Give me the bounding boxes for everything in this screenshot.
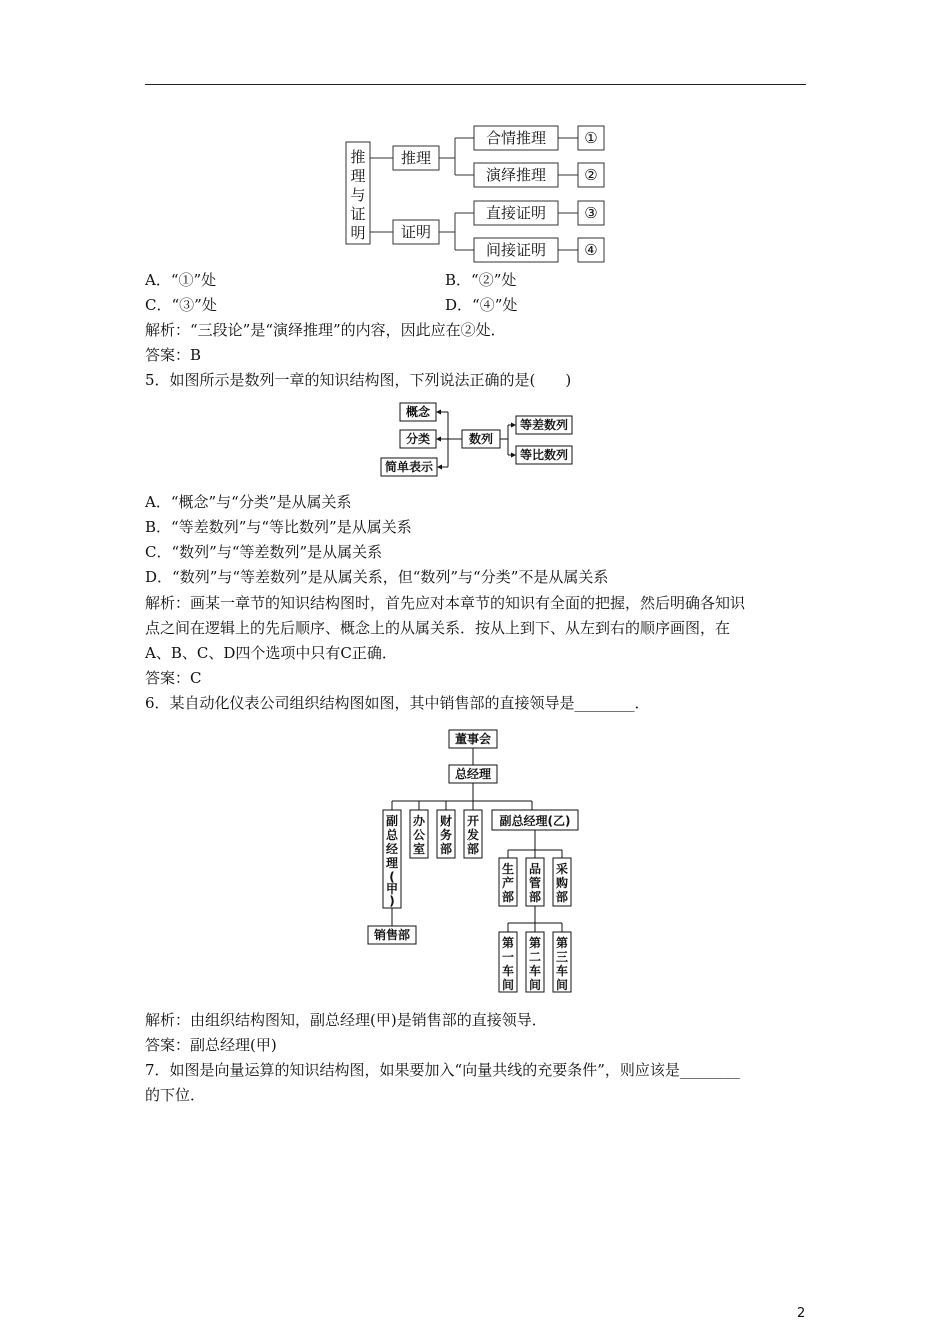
root-char: 证 <box>350 205 366 223</box>
q5-option-b: B．“等差数列”与“等比数列”是从属关系 <box>145 518 412 536</box>
root-char: 明 <box>350 224 366 242</box>
q4-option-b: B．“②”处 <box>445 271 517 289</box>
finance-char: 务 <box>439 828 453 842</box>
q6-analysis: 解析：由组织结构图知，副总经理(甲)是销售部的直接领导． <box>145 1011 547 1029</box>
dev-char: 开 <box>466 814 480 828</box>
purchase-char: 采 <box>555 862 569 876</box>
purchase-char: 部 <box>555 890 569 904</box>
ws2-char: 二 <box>528 950 542 964</box>
root-char: 与 <box>350 186 366 204</box>
vp-a-char: 甲 <box>385 882 399 896</box>
q5-option-c: C．“数列”与“等差数列”是从属关系 <box>145 543 383 561</box>
q7-stem-line2: 的下位． <box>145 1086 206 1104</box>
node-vice-manager-b: 副总经理(乙) <box>499 814 571 828</box>
q4-analysis: 解析：“三段论”是“演绎推理”的内容，因此应在②处． <box>145 321 506 339</box>
q5-analysis-line1: 解析：画某一章节的知识结构图时，首先应对本章节的知识有全面的把握，然后明确各知识 <box>145 594 746 612</box>
finance-char: 财 <box>439 814 453 828</box>
purchase-char: 购 <box>555 876 569 890</box>
q5-analysis-line3: A、B、C、D四个选项中只有C正确． <box>145 644 397 662</box>
marker-4: ④ <box>584 241 598 259</box>
ws1-char: 第 <box>501 936 515 950</box>
ws3-char: 第 <box>555 936 569 950</box>
q4-option-a: A．“①”处 <box>145 271 217 289</box>
node-simple-representation: 简单表示 <box>384 460 434 474</box>
sequence-diagram <box>378 400 578 480</box>
ws1-char: 车 <box>501 964 515 978</box>
page-number: 2 <box>797 1306 806 1321</box>
production-char: 生 <box>501 862 515 876</box>
dev-char: 部 <box>466 842 480 856</box>
q6-answer: 答案：副总经理(甲) <box>145 1036 277 1054</box>
ws1-char: 一 <box>501 950 515 964</box>
marker-2: ② <box>584 166 598 184</box>
office-char: 办 <box>412 814 426 828</box>
dev-char: 发 <box>466 828 480 842</box>
office-char: 室 <box>412 842 426 856</box>
leaf-indirect-proof: 间接证明 <box>485 241 547 259</box>
production-char: 产 <box>501 876 515 890</box>
header-rule <box>145 84 806 85</box>
org-chart <box>365 726 587 994</box>
node-general-manager: 总经理 <box>454 767 492 781</box>
marker-3: ③ <box>584 204 598 222</box>
q5-option-a: A．“概念”与“分类”是从属关系 <box>145 493 352 511</box>
q5-analysis-line2: 点之间在逻辑上的先后顺序、概念上的从属关系．按从上到下、从左到右的顺序画图，在 <box>145 619 731 637</box>
ws3-char: 间 <box>555 978 569 992</box>
q7-stem-line1: 7．如图是向量运算的知识结构图，如果要加入“向量共线的充要条件”，则应该是________ <box>145 1061 740 1079</box>
q4-option-d: D．“④”处 <box>445 296 518 314</box>
vp-a-char: 经 <box>385 842 399 856</box>
office-char: 公 <box>412 828 426 842</box>
q4-option-c: C．“③”处 <box>145 296 217 314</box>
node-classification: 分类 <box>405 432 431 446</box>
node-geometric-sequence: 等比数列 <box>519 448 569 462</box>
node-board: 董事会 <box>454 732 492 746</box>
q6-stem: 6．某自动化仪表公司组织结构图如图，其中销售部的直接领导是________． <box>145 694 650 712</box>
vp-a-char: ) <box>389 894 395 908</box>
q5-stem: 5．如图所示是数列一章的知识结构图，下列说法正确的是( ) <box>145 371 572 389</box>
leaf-direct-proof: 直接证明 <box>485 204 547 222</box>
q5-answer: 答案：C <box>145 669 202 687</box>
quality-char: 管 <box>528 876 542 890</box>
q5-option-d: D．“数列”与“等差数列”是从属关系，但“数列”与“分类”不是从属关系 <box>145 568 609 586</box>
ws1-char: 间 <box>501 978 515 992</box>
node-sales: 销售部 <box>373 928 411 942</box>
ws3-char: 三 <box>555 950 569 964</box>
vp-a-char: 副 <box>385 814 399 828</box>
branch-reasoning: 推理 <box>400 149 432 167</box>
quality-char: 品 <box>528 862 542 876</box>
branch-proof: 证明 <box>400 223 432 241</box>
production-char: 部 <box>501 890 515 904</box>
node-arithmetic-sequence: 等差数列 <box>519 418 569 432</box>
marker-1: ① <box>584 129 598 147</box>
leaf-deductive-reasoning: 演绎推理 <box>485 166 547 184</box>
vp-a-char: 理 <box>385 856 399 870</box>
reasoning-proof-diagram <box>340 122 620 264</box>
vp-a-char: 总 <box>385 828 399 842</box>
finance-char: 部 <box>439 842 453 856</box>
ws2-char: 车 <box>528 964 542 978</box>
ws3-char: 车 <box>555 964 569 978</box>
node-sequence: 数列 <box>468 432 494 446</box>
q4-answer: 答案：B <box>145 346 202 364</box>
vp-a-char: ( <box>389 870 395 884</box>
ws2-char: 第 <box>528 936 542 950</box>
leaf-plausible-reasoning: 合情推理 <box>485 129 547 147</box>
ws2-char: 间 <box>528 978 542 992</box>
node-concept: 概念 <box>405 405 431 419</box>
quality-char: 部 <box>528 890 542 904</box>
root-char: 理 <box>350 167 366 185</box>
root-char: 推 <box>350 148 366 166</box>
